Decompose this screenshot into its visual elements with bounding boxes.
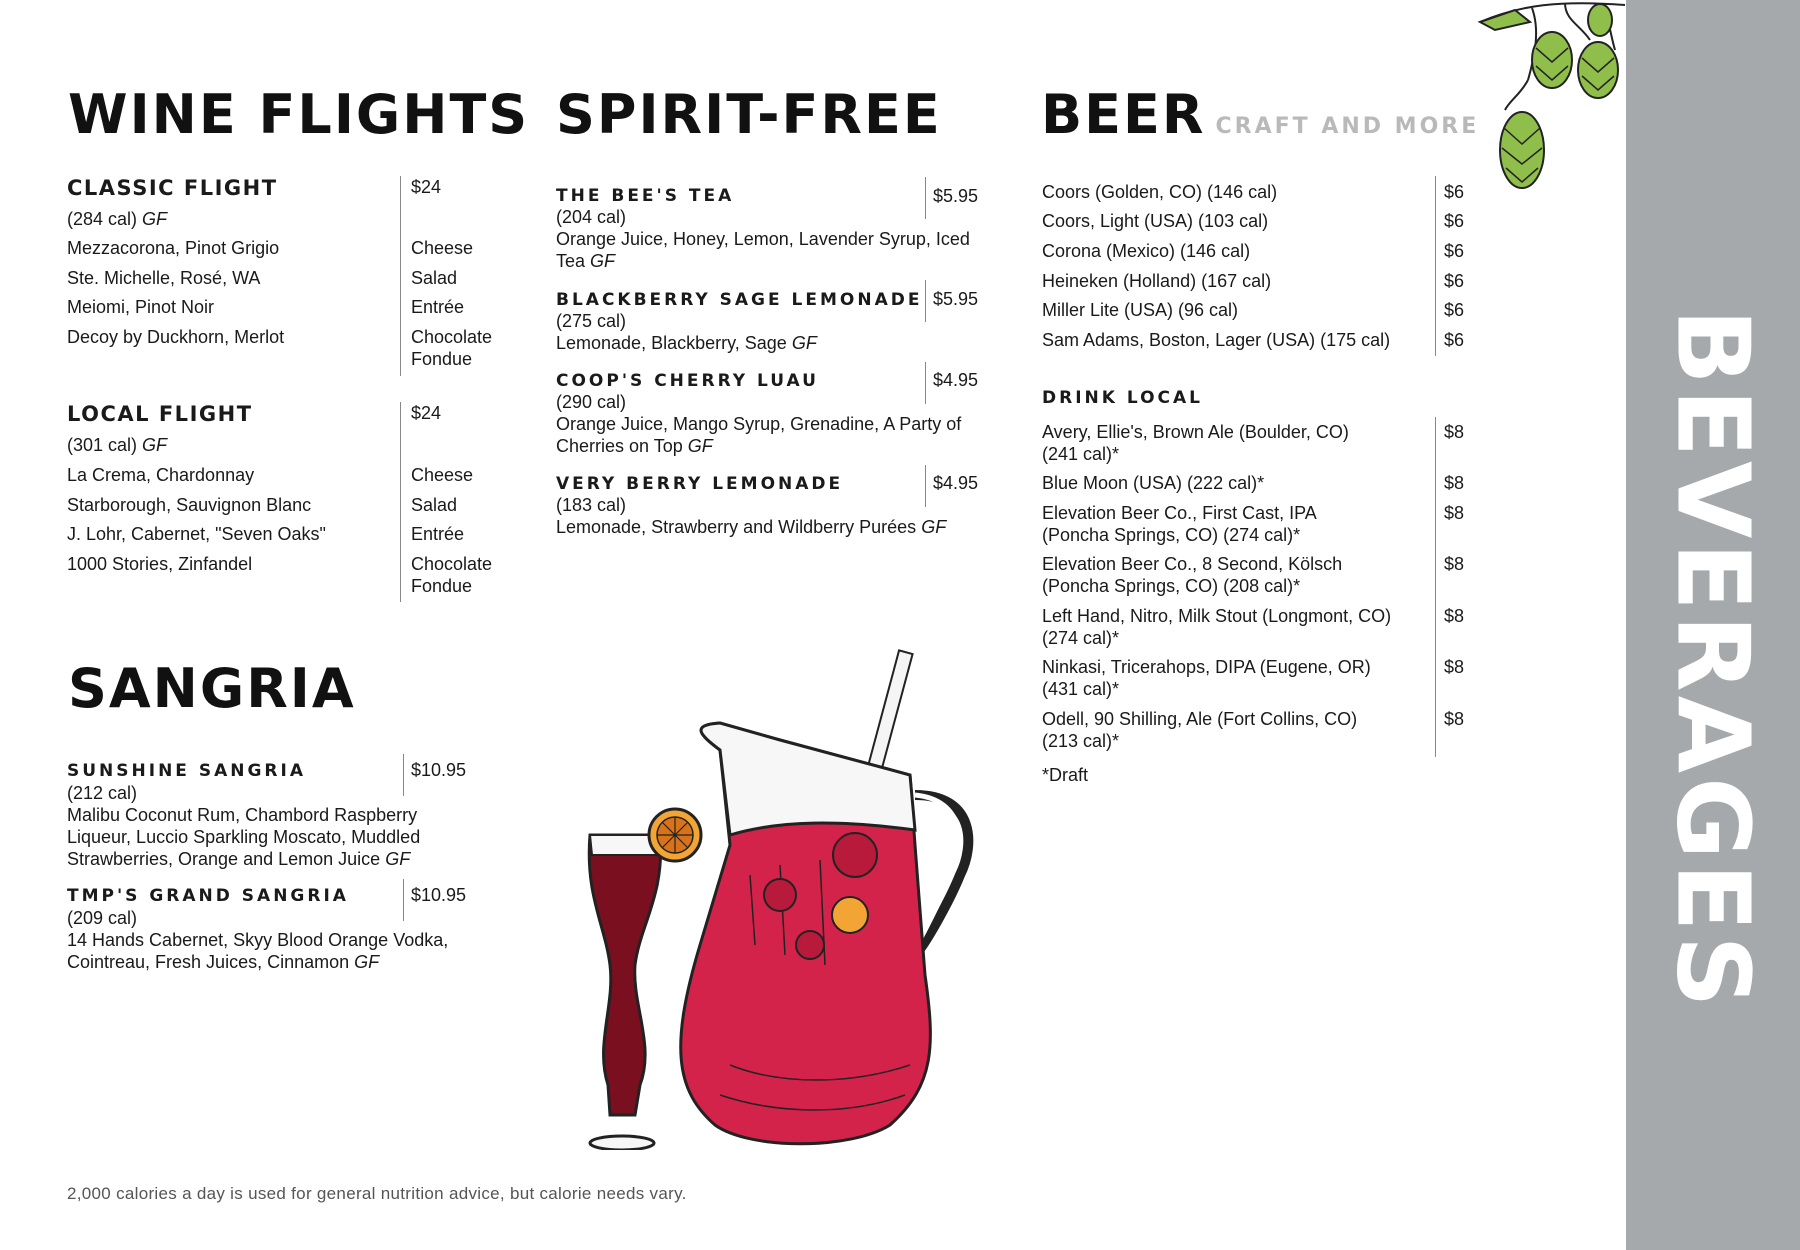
beer-price: $6 bbox=[1444, 211, 1465, 231]
beer-price: $6 bbox=[1444, 330, 1465, 350]
item-desc: Malibu Coconut Rum, Chambord Raspberry bbox=[67, 805, 418, 825]
item-desc: Cherries on Top GF bbox=[556, 436, 713, 456]
price-divider bbox=[925, 465, 926, 507]
drink-local-title: DRINK LOCAL bbox=[1042, 388, 1203, 408]
item-desc: 14 Hands Cabernet, Skyy Blood Orange Vodka, bbox=[67, 930, 449, 950]
local-beer-item: Odell, 90 Shilling, Ale (Fort Collins, CO) bbox=[1042, 709, 1358, 729]
beer-price: $8 bbox=[1444, 473, 1465, 493]
local-beer-item-cont: (274 cal)* bbox=[1042, 628, 1120, 648]
pairing-item: Salad bbox=[411, 268, 458, 288]
wine-item: J. Lohr, Cabernet, "Seven Oaks" bbox=[67, 524, 326, 544]
price-divider bbox=[400, 402, 401, 602]
calorie-note: 2,000 calories a day is used for general nutrition advice, but calorie needs vary. bbox=[67, 1184, 687, 1203]
flight-name: CLASSIC FLIGHT bbox=[67, 176, 278, 200]
wine-item: 1000 Stories, Zinfandel bbox=[67, 554, 253, 574]
straw-icon bbox=[865, 650, 912, 779]
hurricane-glass-illustration bbox=[589, 809, 701, 1150]
local-beer-item: Elevation Beer Co., First Cast, IPA bbox=[1042, 503, 1317, 523]
item-desc: Tea GF bbox=[556, 251, 616, 271]
flight-price: $24 bbox=[411, 177, 442, 197]
local-beer-item-cont: (Poncha Springs, CO) (208 cal)* bbox=[1042, 576, 1301, 596]
beer-price: $8 bbox=[1444, 709, 1465, 729]
price-divider bbox=[400, 176, 401, 376]
spirit-free-title: SPIRIT-FREE bbox=[556, 83, 942, 146]
item-calories: (209 cal) bbox=[67, 908, 138, 928]
local-beer-item: Avery, Ellie's, Brown Ale (Boulder, CO) bbox=[1042, 422, 1349, 442]
item-desc: Cointreau, Fresh Juices, Cinnamon GF bbox=[67, 952, 380, 972]
pairing-item: Cheese bbox=[411, 238, 474, 258]
beer-subtitle: CRAFT AND MORE bbox=[1215, 114, 1480, 139]
wine-item: Mezzacorona, Pinot Grigio bbox=[67, 238, 280, 258]
item-desc: Lemonade, Strawberry and Wildberry Purées GF bbox=[556, 517, 947, 537]
flight-calories: (301 cal) GF bbox=[67, 435, 168, 455]
flight-price: $24 bbox=[411, 403, 442, 423]
pairing-item: Entrée bbox=[411, 524, 465, 544]
flight-calories: (284 cal) GF bbox=[67, 209, 168, 229]
price-divider bbox=[1435, 417, 1436, 757]
beer-item: Sam Adams, Boston, Lager (USA) (175 cal) bbox=[1042, 330, 1391, 350]
sangria-pitcher-illustration bbox=[580, 645, 1000, 1150]
beer-price: $8 bbox=[1444, 503, 1465, 523]
wine-item: Ste. Michelle, Rosé, WA bbox=[67, 268, 261, 288]
wine-flights-title: WINE FLIGHTS bbox=[68, 83, 530, 146]
beer-price: $8 bbox=[1444, 422, 1465, 442]
item-calories: (290 cal) bbox=[556, 392, 627, 412]
sangria-title: SANGRIA bbox=[68, 657, 356, 720]
beer-item: Coors, Light (USA) (103 cal) bbox=[1042, 211, 1269, 231]
item-desc: Lemonade, Blackberry, Sage GF bbox=[556, 333, 817, 353]
item-calories: (275 cal) bbox=[556, 311, 627, 331]
pairing-item: Chocolate bbox=[411, 554, 493, 574]
price-divider bbox=[403, 754, 404, 796]
item-price: $5.95 bbox=[933, 289, 979, 309]
item-desc: Orange Juice, Honey, Lemon, Lavender Syrup, Iced bbox=[556, 229, 970, 249]
beer-heading bbox=[1041, 83, 1480, 146]
hops-illustration bbox=[1470, 0, 1630, 235]
price-divider bbox=[925, 280, 926, 322]
item-price: $5.95 bbox=[933, 186, 979, 206]
pairing-item-cont: Fondue bbox=[411, 576, 473, 596]
item-name: SUNSHINE SANGRIA bbox=[67, 761, 306, 781]
beer-price: $8 bbox=[1444, 657, 1465, 677]
local-beer-item-cont: (241 cal)* bbox=[1042, 444, 1120, 464]
local-beer-item-cont: (Poncha Springs, CO) (274 cal)* bbox=[1042, 525, 1301, 545]
beer-item: Heineken (Holland) (167 cal) bbox=[1042, 271, 1272, 291]
beer-item: Coors (Golden, CO) (146 cal) bbox=[1042, 182, 1278, 202]
item-calories: (204 cal) bbox=[556, 207, 627, 227]
item-name: TMP'S GRAND SANGRIA bbox=[67, 886, 349, 906]
beer-price: $6 bbox=[1444, 241, 1465, 261]
draft-note: *Draft bbox=[1042, 765, 1089, 785]
pairing-item: Cheese bbox=[411, 465, 474, 485]
price-divider bbox=[925, 362, 926, 404]
item-price: $10.95 bbox=[411, 885, 467, 905]
local-beer-item-cont: (431 cal)* bbox=[1042, 679, 1120, 699]
item-name: VERY BERRY LEMONADE bbox=[556, 474, 844, 494]
local-beer-item: Ninkasi, Tricerahops, DIPA (Eugene, OR) bbox=[1042, 657, 1371, 677]
item-price: $4.95 bbox=[933, 370, 979, 390]
sidebar-title: BEVERAGES bbox=[1654, 308, 1772, 1012]
item-calories: (183 cal) bbox=[556, 495, 627, 515]
local-beer-item: Blue Moon (USA) (222 cal)* bbox=[1042, 473, 1265, 493]
local-beer-item: Left Hand, Nitro, Milk Stout (Longmont, CO) bbox=[1042, 606, 1392, 626]
item-calories: (212 cal) bbox=[67, 783, 138, 803]
local-beer-item-cont: (213 cal)* bbox=[1042, 731, 1120, 751]
pairing-item: Chocolate bbox=[411, 327, 493, 347]
beer-price: $6 bbox=[1444, 300, 1465, 320]
beer-price: $6 bbox=[1444, 271, 1465, 291]
item-name: THE BEE'S TEA bbox=[556, 186, 735, 206]
pairing-item-cont: Fondue bbox=[411, 349, 473, 369]
price-divider bbox=[925, 177, 926, 219]
item-name: BLACKBERRY SAGE LEMONADE bbox=[556, 290, 923, 310]
pairing-item: Salad bbox=[411, 495, 458, 515]
price-divider bbox=[403, 879, 404, 921]
item-desc: Liqueur, Luccio Sparkling Moscato, Muddled bbox=[67, 827, 421, 847]
beer-item: Miller Lite (USA) (96 cal) bbox=[1042, 300, 1239, 320]
wine-item: La Crema, Chardonnay bbox=[67, 465, 255, 485]
flight-name: LOCAL FLIGHT bbox=[67, 402, 253, 426]
item-price: $10.95 bbox=[411, 760, 467, 780]
pairing-item: Entrée bbox=[411, 297, 465, 317]
wine-item: Starborough, Sauvignon Blanc bbox=[67, 495, 312, 515]
beer-price: $6 bbox=[1444, 182, 1465, 202]
price-divider bbox=[1435, 176, 1436, 356]
beer-title: BEER bbox=[1041, 83, 1206, 146]
local-beer-item: Elevation Beer Co., 8 Second, Kölsch bbox=[1042, 554, 1343, 574]
item-price: $4.95 bbox=[933, 473, 979, 493]
beer-price: $8 bbox=[1444, 554, 1465, 574]
beer-item: Corona (Mexico) (146 cal) bbox=[1042, 241, 1251, 261]
beer-price: $8 bbox=[1444, 606, 1465, 626]
item-name: COOP'S CHERRY LUAU bbox=[556, 371, 819, 391]
item-desc: Strawberries, Orange and Lemon Juice GF bbox=[67, 849, 411, 869]
wine-item: Decoy by Duckhorn, Merlot bbox=[67, 327, 285, 347]
wine-item: Meiomi, Pinot Noir bbox=[67, 297, 215, 317]
item-desc: Orange Juice, Mango Syrup, Grenadine, A Party of bbox=[556, 414, 962, 434]
